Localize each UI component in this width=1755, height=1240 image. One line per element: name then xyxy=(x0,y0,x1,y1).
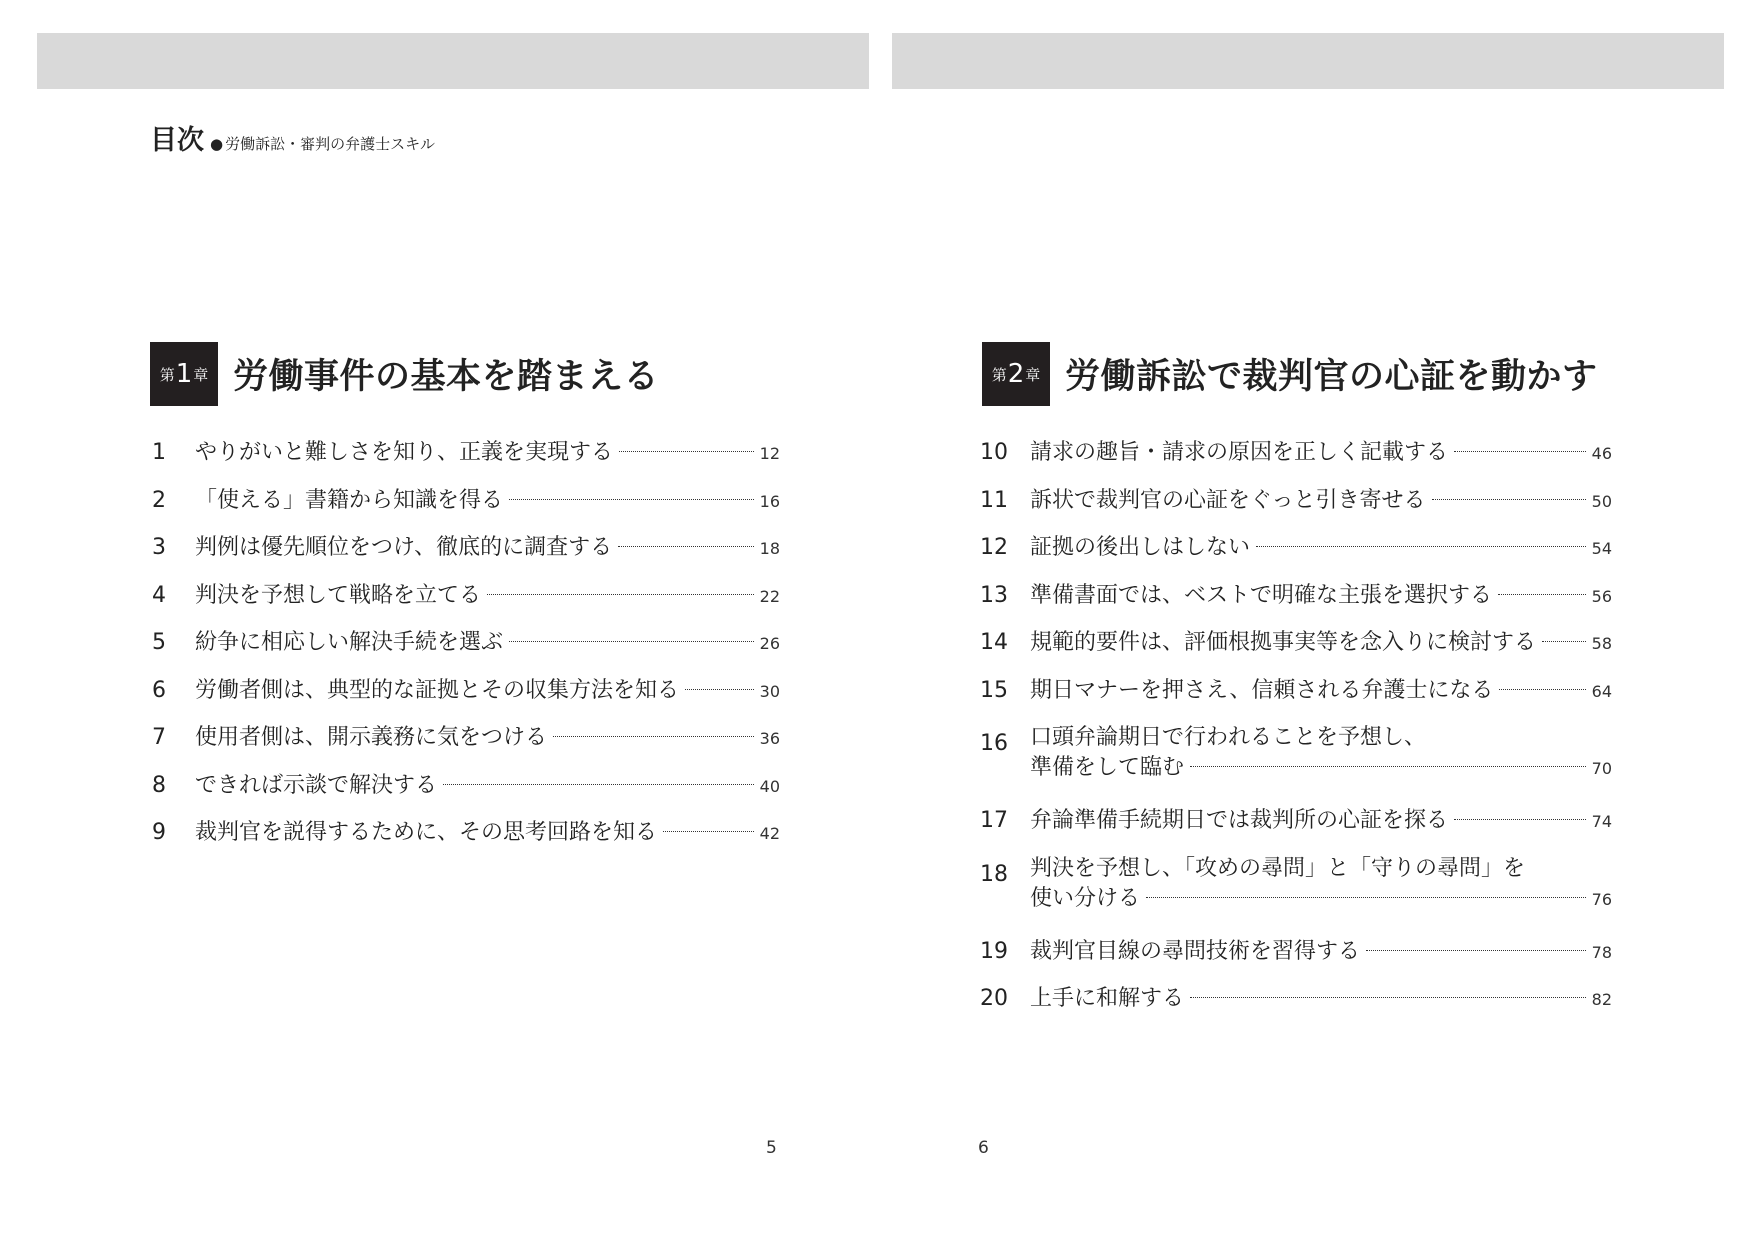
dot-leader xyxy=(1366,950,1586,951)
toc-item-page: 26 xyxy=(759,634,780,653)
toc-item-page: 70 xyxy=(1591,759,1612,778)
chapter-1-heading xyxy=(150,342,659,406)
toc-item-number: 10 xyxy=(980,440,1008,465)
toc-item-number: 17 xyxy=(980,808,1008,833)
dot-leader xyxy=(619,451,754,452)
toc-item-title-line1: 口頭弁論期日で行われることを予想し、 xyxy=(1030,725,1427,750)
dot-leader xyxy=(1190,766,1586,767)
dot-leader xyxy=(1190,997,1586,998)
toc-item-title: 準備書面では、ベストで明確な主張を選択する xyxy=(1030,582,1493,608)
chapter-2-badge xyxy=(982,342,1050,406)
chapter-number: 1 xyxy=(175,359,193,389)
toc-item-page: 40 xyxy=(759,776,780,796)
toc-item-title: 証拠の後出しはしない xyxy=(1030,535,1251,560)
toc-item-page: 58 xyxy=(1591,634,1612,653)
toc-item-11[interactable] xyxy=(980,480,1612,528)
toc-item-page: 12 xyxy=(759,444,780,463)
toc-item-page: 78 xyxy=(1591,942,1612,962)
chapter-suffix: 章 xyxy=(193,365,209,384)
toc-item-number: 15 xyxy=(980,677,1008,703)
dot-leader xyxy=(1542,641,1586,642)
toc-item-title: 使用者側は、開示義務に気をつける xyxy=(195,725,548,750)
page-number-right: 6 xyxy=(978,1138,989,1158)
chapter-suffix: 章 xyxy=(1025,365,1041,384)
toc-item-number: 9 xyxy=(152,820,166,845)
toc-item-2[interactable] xyxy=(152,480,780,528)
bullet-icon: ● xyxy=(210,135,224,153)
toc-item-page: 46 xyxy=(1591,444,1612,463)
toc-item-title: 準備をして臨む xyxy=(1030,755,1185,780)
toc-item-4[interactable] xyxy=(152,575,780,623)
toc-item-20[interactable] xyxy=(980,978,1612,1026)
toc-item-title: 訴状で裁判官の心証をぐっと引き寄せる xyxy=(1030,487,1426,513)
chapter-2-toc-list xyxy=(980,432,1612,1026)
toc-item-title: 判決を予想して戦略を立てる xyxy=(195,582,482,608)
toc-item-page: 42 xyxy=(759,824,780,843)
dot-leader xyxy=(663,831,754,832)
toc-item-number: 1 xyxy=(152,440,166,465)
dot-leader xyxy=(685,689,754,690)
header-band-right xyxy=(892,33,1724,89)
toc-item-number: 5 xyxy=(152,630,166,655)
toc-item-number: 11 xyxy=(980,487,1008,513)
chapter-2-heading xyxy=(982,342,1598,406)
toc-item-title: 裁判官目線の尋問技術を習得する xyxy=(1030,938,1361,964)
toc-item-number: 19 xyxy=(980,938,1008,964)
dot-leader xyxy=(1432,499,1586,500)
toc-item-title: 期日マナーを押さえ、信頼される弁護士になる xyxy=(1030,677,1494,703)
dot-leader xyxy=(1454,819,1586,820)
chapter-2-title: 労働訴訟で裁判官の心証を動かす xyxy=(1065,357,1598,397)
toc-item-title: 規範的要件は、評価根拠事実等を念入りに検討する xyxy=(1030,630,1537,655)
toc-item-number: 13 xyxy=(980,582,1008,608)
toc-subtitle-group xyxy=(210,133,435,154)
toc-item-8[interactable] xyxy=(152,765,780,813)
toc-item-number: 6 xyxy=(152,677,166,703)
toc-item-6[interactable] xyxy=(152,670,780,718)
toc-item-7[interactable] xyxy=(152,717,780,765)
toc-item-title: 裁判官を説得するために、その思考回路を知る xyxy=(195,820,658,845)
toc-item-19[interactable] xyxy=(980,931,1612,979)
toc-item-page: 76 xyxy=(1591,889,1612,909)
dot-leader xyxy=(1256,546,1586,547)
chapter-1-badge xyxy=(150,342,218,406)
toc-item-number: 3 xyxy=(152,535,166,560)
toc-item-number: 20 xyxy=(980,986,1008,1011)
toc-item-1[interactable] xyxy=(152,432,780,480)
toc-item-page: 36 xyxy=(759,729,780,748)
toc-item-page: 56 xyxy=(1591,586,1612,606)
toc-item-title: 使い分ける xyxy=(1030,885,1141,911)
toc-item-page: 18 xyxy=(759,539,780,558)
chapter-prefix: 第 xyxy=(991,365,1007,384)
dot-leader xyxy=(1146,897,1586,898)
toc-item-title: 紛争に相応しい解決手続を選ぶ xyxy=(195,630,504,655)
toc-item-14[interactable] xyxy=(980,622,1612,670)
toc-item-title: 請求の趣旨・請求の原因を正しく記載する xyxy=(1030,440,1449,465)
toc-item-12[interactable] xyxy=(980,527,1612,575)
toc-item-15[interactable] xyxy=(980,670,1612,718)
toc-item-17[interactable] xyxy=(980,800,1612,848)
toc-item-title: 「使える」書籍から知識を得る xyxy=(195,487,504,513)
toc-item-number: 18 xyxy=(980,861,1008,887)
dot-leader xyxy=(1498,594,1586,595)
toc-item-number: 2 xyxy=(152,487,166,513)
chapter-number: 2 xyxy=(1007,359,1025,389)
chapter-prefix: 第 xyxy=(159,365,175,384)
toc-item-title: できれば示談で解決する xyxy=(195,772,438,798)
dot-leader xyxy=(1454,451,1586,452)
toc-item-page: 82 xyxy=(1591,990,1612,1009)
toc-item-title: 弁論準備手続期日では裁判所の心証を探る xyxy=(1030,808,1449,833)
toc-item-number: 7 xyxy=(152,725,166,750)
dot-leader xyxy=(443,784,754,785)
toc-item-number: 16 xyxy=(980,731,1008,756)
toc-item-number: 14 xyxy=(980,630,1008,655)
chapter-1-toc-list xyxy=(152,432,780,860)
toc-item-page: 30 xyxy=(759,681,780,701)
toc-item-number: 4 xyxy=(152,582,166,608)
toc-item-page: 74 xyxy=(1591,812,1612,831)
dot-leader xyxy=(509,499,754,500)
dot-leader xyxy=(1499,689,1585,690)
dot-leader xyxy=(509,641,754,642)
toc-item-13[interactable] xyxy=(980,575,1612,623)
page-number-left: 5 xyxy=(766,1138,777,1158)
dot-leader xyxy=(618,546,754,547)
toc-item-title-line1: 判決を予想し、「攻めの尋問」と「守りの尋問」を xyxy=(1030,855,1526,881)
toc-item-page: 54 xyxy=(1591,539,1612,558)
toc-item-page: 16 xyxy=(759,491,780,511)
header-band-left xyxy=(37,33,869,89)
toc-item-title: やりがいと難しさを知り、正義を実現する xyxy=(195,440,614,465)
dot-leader xyxy=(553,736,754,737)
toc-item-page: 64 xyxy=(1591,681,1612,701)
book-subtitle: 労働訴訟・審判の弁護士スキル xyxy=(225,135,435,153)
toc-item-3[interactable] xyxy=(152,527,780,575)
toc-item-5[interactable] xyxy=(152,622,780,670)
toc-item-title: 判例は優先順位をつけ、徹底的に調査する xyxy=(195,535,613,560)
chapter-1-title: 労働事件の基本を踏まえる xyxy=(233,357,660,397)
toc-item-16[interactable] xyxy=(980,723,1612,800)
toc-heading xyxy=(150,118,435,157)
toc-item-page: 22 xyxy=(759,586,780,606)
toc-title: 目次 xyxy=(150,125,204,156)
dot-leader xyxy=(487,594,754,595)
toc-item-18[interactable] xyxy=(980,854,1612,931)
toc-item-title: 上手に和解する xyxy=(1030,986,1185,1011)
toc-item-page: 50 xyxy=(1591,491,1612,511)
toc-item-number: 8 xyxy=(152,772,166,798)
toc-item-9[interactable] xyxy=(152,812,780,860)
toc-item-title: 労働者側は、典型的な証拠とその収集方法を知る xyxy=(195,677,680,703)
toc-item-10[interactable] xyxy=(980,432,1612,480)
toc-item-number: 12 xyxy=(980,535,1008,560)
